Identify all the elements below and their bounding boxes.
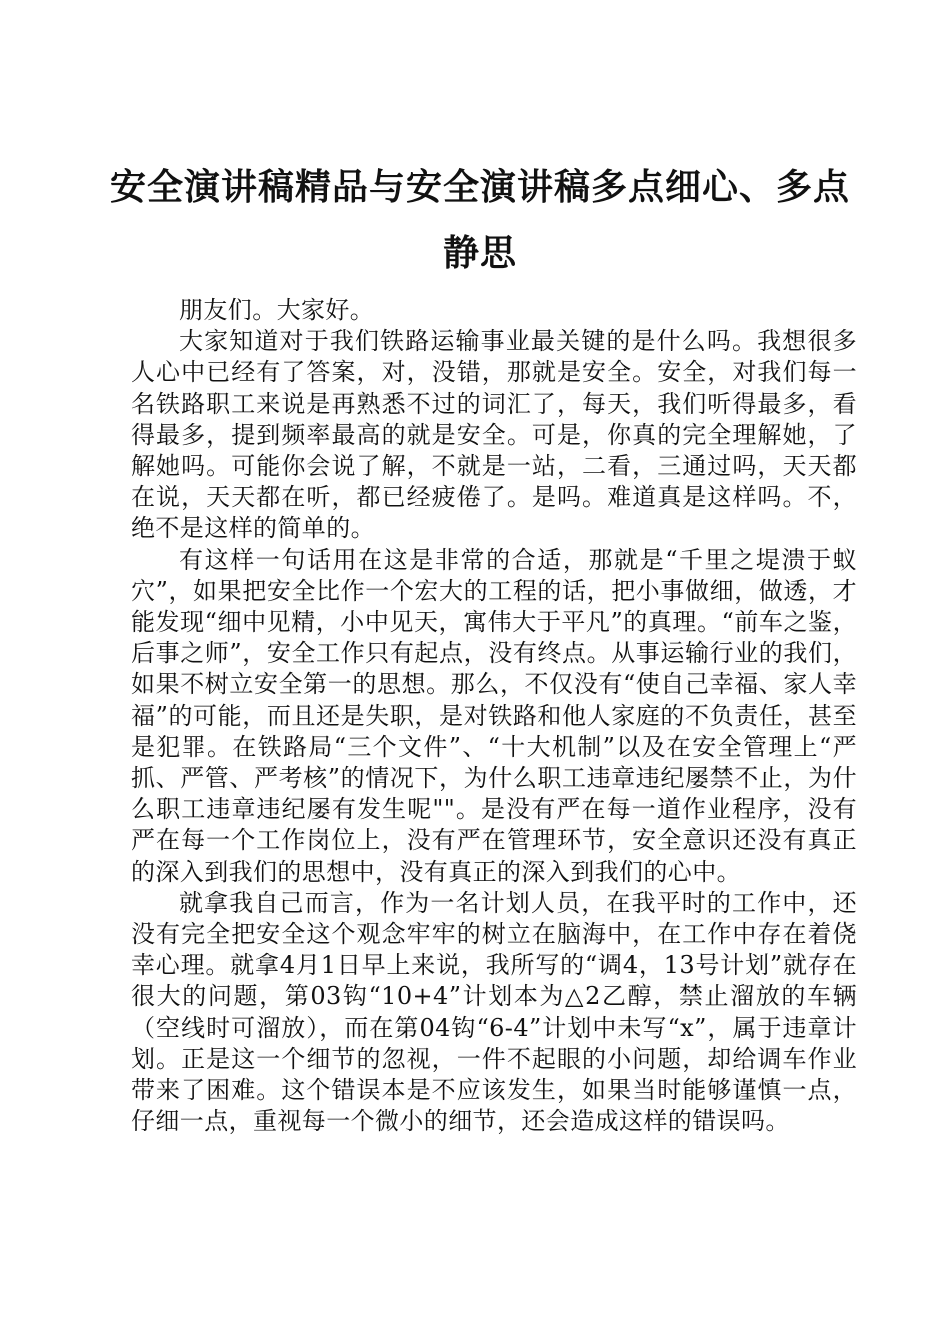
paragraph-personal-example: 就拿我自己而言，作为一名计划人员，在我平时的工作中，还没有完全把安全这个观念牢牢的树立在脑海中，在工作中存在着侥幸心理。就拿4月1日早上来说，我所写的“调4，13号计划”就存在很大的问题，第03钩“10+4”计划本为△2乙醇，禁止溜放的车辆（空线时可溜放），而在第04钩“6-4”计划中未写“x”，属于违章计划。正是这一个细节的忽视，一件不起眼的小问题，却给调车作业带来了困难。这个错误本是不应该发生，如果当时能够谨慎一点，仔细一点，重视每一个微小的细节，还会造成这样的错误吗。 — [131, 888, 857, 1136]
document-body — [131, 295, 857, 1137]
document-title: 安全演讲稿精品与安全演讲稿多点细心、多点静思 — [110, 167, 851, 274]
paragraph-details-matter: 有这样一句话用在这是非常的合适，那就是“千里之堤溃于蚁穴”，如果把安全比作一个宏大的工程的话，把小事做细，做透，才能发现“细中见精，小中见天，寓伟大于平凡”的真理。“前车之鉴，后事之师”，安全工作只有起点，没有终点。从事运输行业的我们，如果不树立安全第一的思想。那么，不仅没有“使自己幸福、家人幸福”的可能，而且还是失职，是对铁路和他人家庭的不负责任，甚至是犯罪。在铁路局“三个文件”、“十大机制”以及在安全管理上“严抓、严管、严考核”的情况下，为什么职工违章违纪屡禁不止，为什么职工违章违纪屡有发生呢""。是没有严在每一道作业程序，没有严在每一个工作岗位上，没有严在管理环节，安全意识还没有真正的深入到我们的思想中，没有真正的深入到我们的心中。 — [131, 545, 857, 886]
paragraph-greeting: 朋友们。大家好。 — [179, 296, 375, 324]
paragraph-safety-question: 大家知道对于我们铁路运输事业最关键的是什么吗。我想很多人心中已经有了答案，对，没错，那就是安全。安全，对我们每一名铁路职工来说是再熟悉不过的词汇了，每天，我们听得最多，看得最多，提到频率最高的就是安全。可是，你真的完全理解她，了解她吗。可能你会说了解，不就是一站，二看，三通过吗，天天都在说，天天都在听，都已经疲倦了。是吗。难道真是这样吗。不，绝不是这样的简单的。 — [131, 327, 857, 543]
